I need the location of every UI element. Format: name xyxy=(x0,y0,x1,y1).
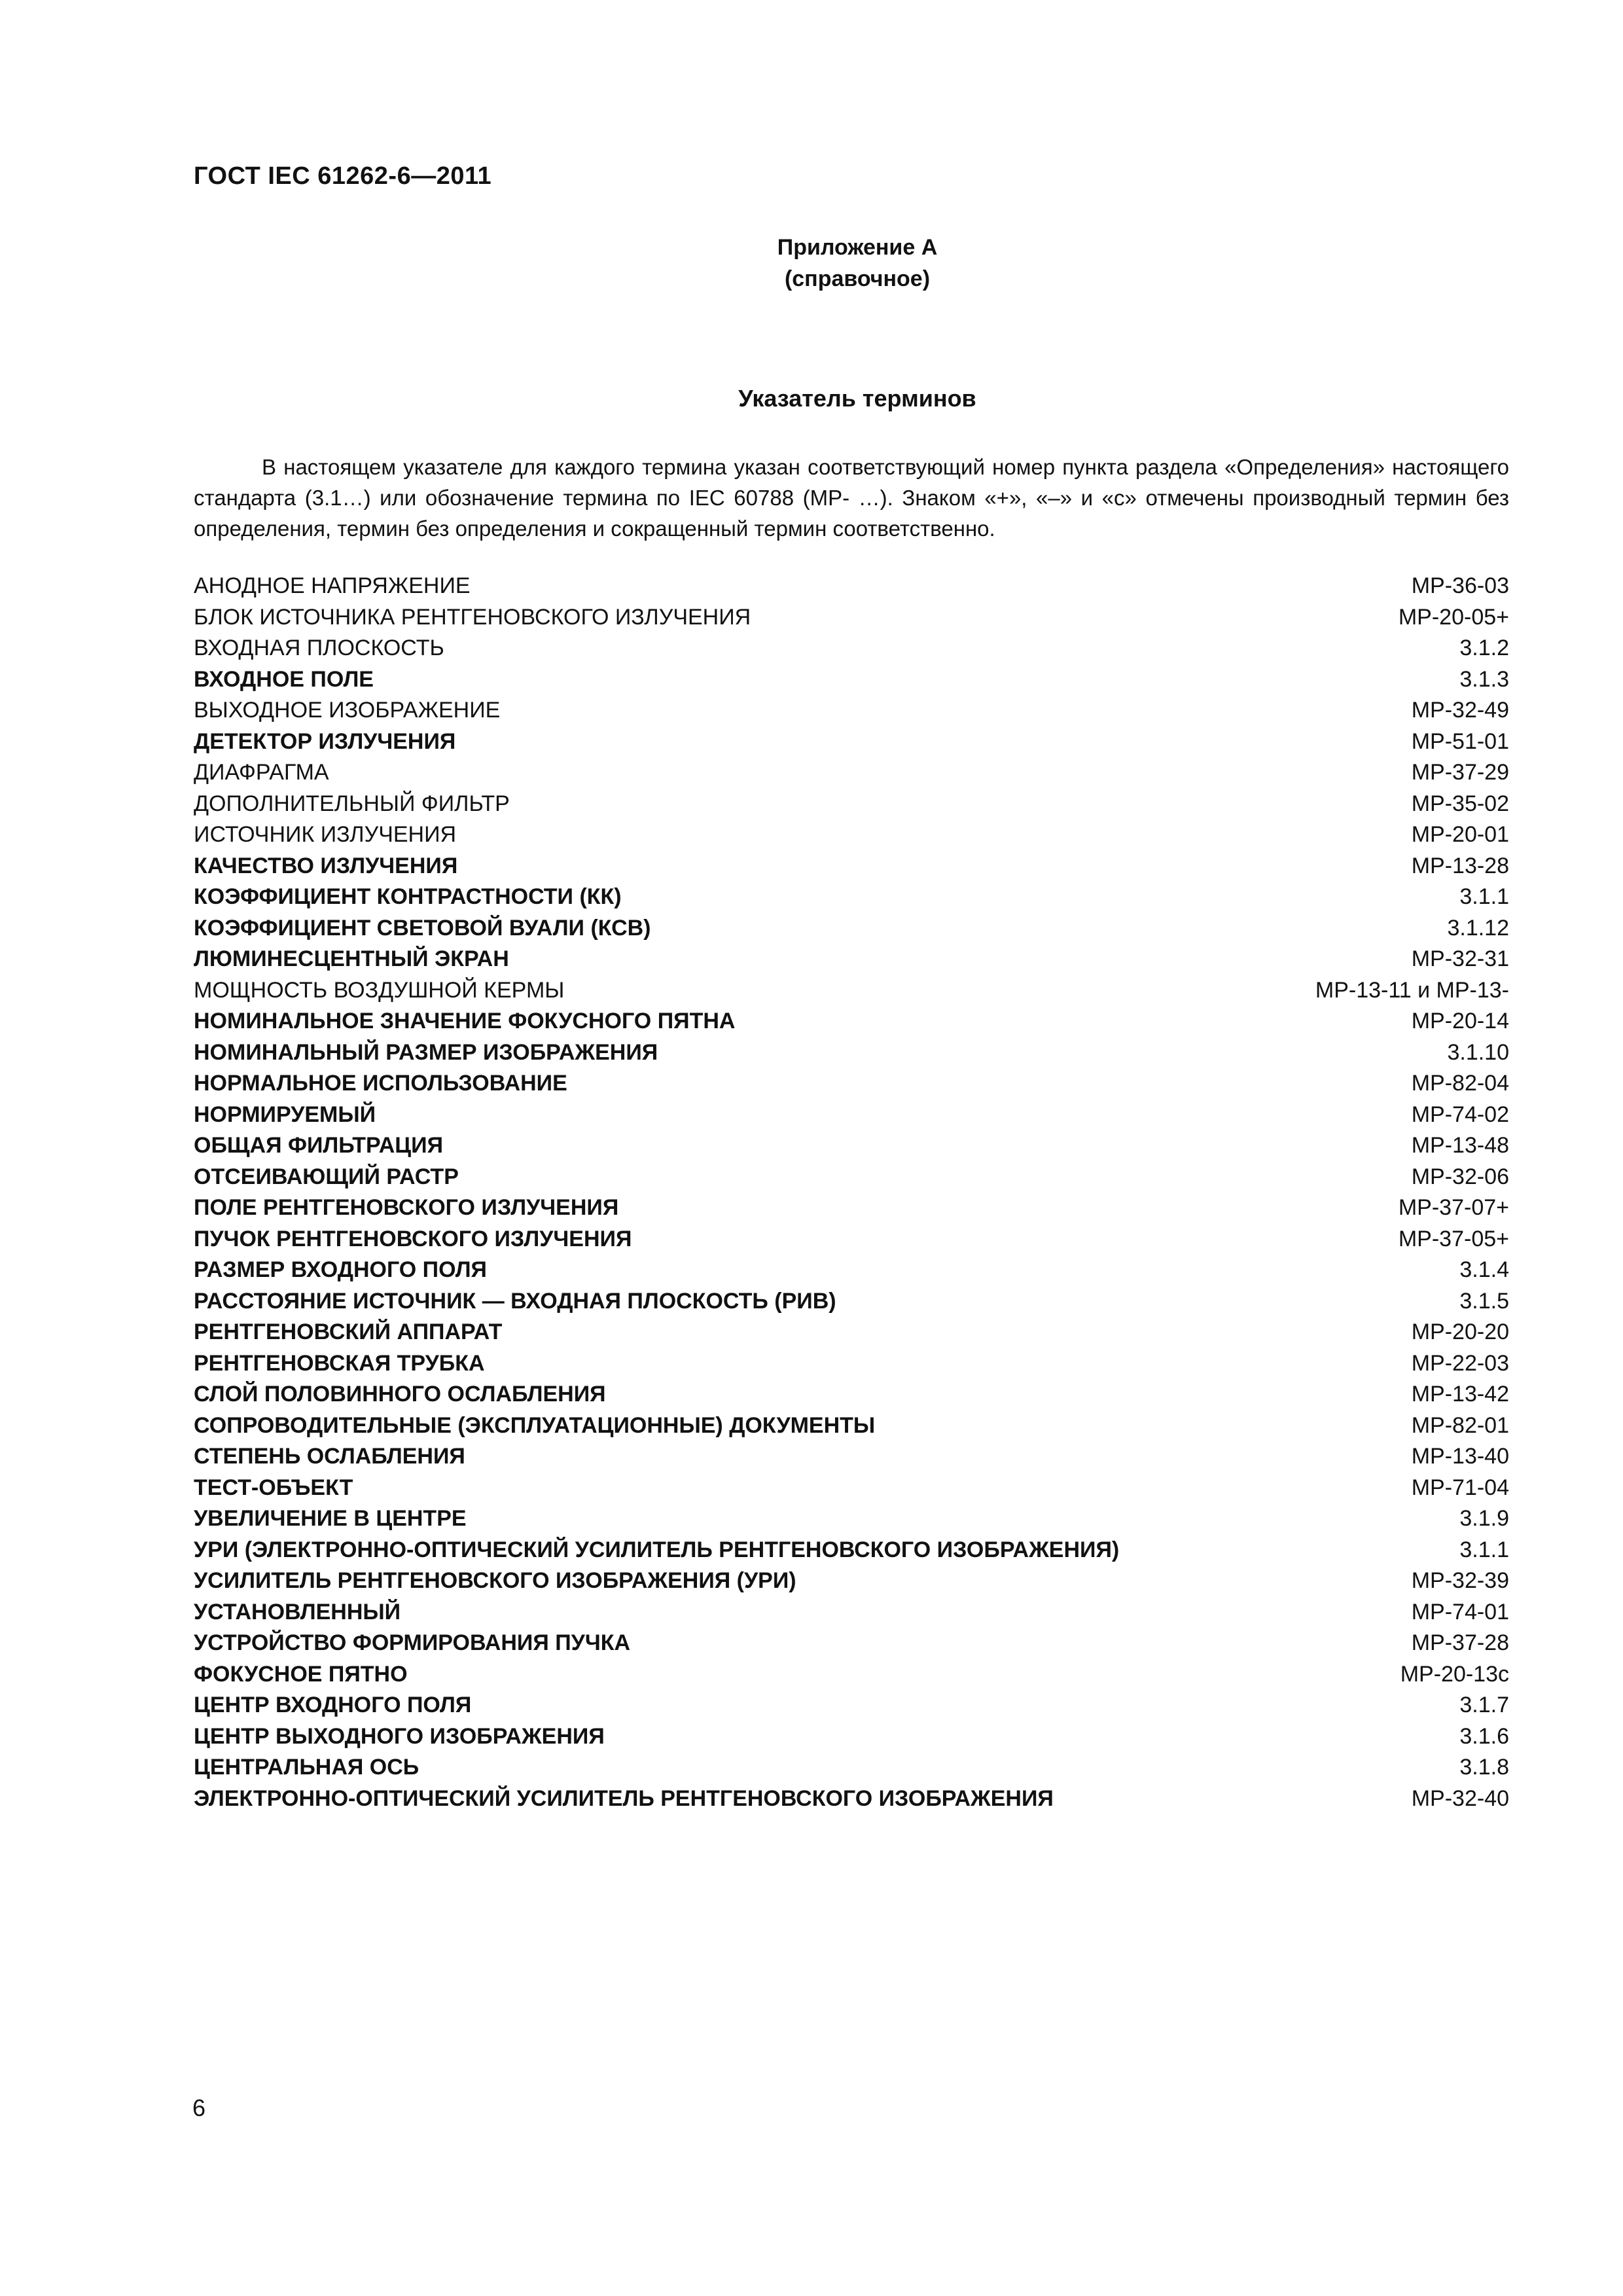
term-reference: 3.1.2 xyxy=(1459,636,1509,660)
term-name: ЦЕНТР ВХОДНОГО ПОЛЯ xyxy=(194,1693,472,1717)
term-name: АНОДНОЕ НАПРЯЖЕНИЕ xyxy=(194,573,471,598)
term-name: МОЩНОСТЬ ВОЗДУШНОЙ КЕРМЫ xyxy=(194,977,565,1003)
term-row xyxy=(194,1162,1509,1193)
term-row xyxy=(194,1784,1509,1815)
term-row xyxy=(194,1721,1509,1753)
term-name: ТЕСТ-ОБЪЕКТ xyxy=(194,1475,353,1500)
index-title: Указатель терминов xyxy=(738,385,976,412)
term-reference: МР-36-03 xyxy=(1411,573,1509,598)
term-row xyxy=(194,1473,1509,1504)
term-reference: 3.1.8 xyxy=(1459,1755,1509,1780)
term-name: ДОПОЛНИТЕЛЬНЫЙ ФИЛЬТР xyxy=(194,791,510,816)
term-reference: МР-22-03 xyxy=(1411,1350,1509,1376)
term-row xyxy=(194,695,1509,726)
term-reference: МР-20-20 xyxy=(1411,1319,1509,1344)
term-reference: МР-37-05+ xyxy=(1398,1226,1509,1251)
term-row xyxy=(194,1348,1509,1380)
term-reference: МР-20-01 xyxy=(1411,822,1509,847)
term-name: ЦЕНТРАЛЬНАЯ ОСЬ xyxy=(194,1755,419,1780)
term-reference: МР-13-48 xyxy=(1411,1133,1509,1158)
term-row xyxy=(194,819,1509,851)
term-name: УСТРОЙСТВО ФОРМИРОВАНИЯ ПУЧКА xyxy=(194,1630,631,1655)
term-name: ВХОДНАЯ ПЛОСКОСТЬ xyxy=(194,636,444,660)
term-row xyxy=(194,1286,1509,1318)
term-name: ПУЧОК РЕНТГЕНОВСКОГО ИЗЛУЧЕНИЯ xyxy=(194,1226,632,1251)
term-row xyxy=(194,1255,1509,1286)
term-reference: МР-37-07+ xyxy=(1398,1195,1509,1220)
term-name: ДЕТЕКТОР ИЗЛУЧЕНИЯ xyxy=(194,728,456,754)
term-name: ФОКУСНОЕ ПЯТНО xyxy=(194,1661,408,1687)
term-name: КАЧЕСТВО ИЗЛУЧЕНИЯ xyxy=(194,853,458,878)
intro-paragraph: В настоящем указателе для каждого термина указан соответствующий номер пункта раздела «Определения» настоящего стандарта (3.1…) или обозначение термина по IEC 60788 (МР- …). Знаком «+», «–» и «с» отмечены производный термин без определения, термин без определения и сокращенный термин соответственно. xyxy=(194,455,1509,541)
term-name: НОМИНАЛЬНОЕ ЗНАЧЕНИЕ ФОКУСНОГО ПЯТНА xyxy=(194,1009,736,1033)
term-row xyxy=(194,1193,1509,1224)
term-name: ВЫХОДНОЕ ИЗОБРАЖЕНИЕ xyxy=(194,698,501,723)
term-name: КОЭФФИЦИЕНТ КОНТРАСТНОСТИ (КК) xyxy=(194,884,622,909)
term-row xyxy=(194,851,1509,882)
term-reference: МР-32-49 xyxy=(1411,698,1509,723)
term-reference: 3.1.12 xyxy=(1447,915,1509,941)
term-reference: МР-13-11 и МР-13- xyxy=(1315,977,1509,1003)
term-reference: 3.1.3 xyxy=(1459,666,1509,692)
term-name: СОПРОВОДИТЕЛЬНЫЕ (ЭКСПЛУАТАЦИОННЫЕ) ДОКУМЕНТЫ xyxy=(194,1412,876,1438)
term-name: ЦЕНТР ВЫХОДНОГО ИЗОБРАЖЕНИЯ xyxy=(194,1723,605,1749)
terms-index-list xyxy=(194,571,1509,1814)
term-reference: 3.1.10 xyxy=(1447,1039,1509,1065)
term-row xyxy=(194,1628,1509,1659)
term-row xyxy=(194,602,1509,634)
term-name: УВЕЛИЧЕНИЕ В ЦЕНТРЕ xyxy=(194,1506,467,1531)
term-row xyxy=(194,1535,1509,1566)
term-name: ДИАФРАГМА xyxy=(194,760,329,785)
term-row xyxy=(194,975,1509,1007)
term-reference: МР-32-06 xyxy=(1411,1164,1509,1189)
term-reference: МР-74-02 xyxy=(1411,1102,1509,1127)
term-reference: 3.1.1 xyxy=(1459,1537,1509,1562)
term-name: КОЭФФИЦИЕНТ СВЕТОВОЙ ВУАЛИ (КСВ) xyxy=(194,915,651,941)
term-reference: 3.1.5 xyxy=(1459,1288,1509,1314)
term-row xyxy=(194,1659,1509,1691)
term-row xyxy=(194,664,1509,696)
term-name: РЕНТГЕНОВСКАЯ ТРУБКА xyxy=(194,1350,485,1376)
term-reference: МР-20-05+ xyxy=(1398,604,1509,630)
term-row xyxy=(194,1130,1509,1162)
term-name: ВХОДНОЕ ПОЛЕ xyxy=(194,666,374,692)
term-row xyxy=(194,944,1509,975)
term-reference: МР-74-01 xyxy=(1411,1599,1509,1624)
term-name: РАССТОЯНИЕ ИСТОЧНИК — ВХОДНАЯ ПЛОСКОСТЬ (РИВ) xyxy=(194,1288,836,1314)
term-name: РЕНТГЕНОВСКИЙ АППАРАТ xyxy=(194,1319,503,1344)
term-row xyxy=(194,1317,1509,1348)
term-name: УСИЛИТЕЛЬ РЕНТГЕНОВСКОГО ИЗОБРАЖЕНИЯ (УРИ) xyxy=(194,1568,796,1593)
term-row xyxy=(194,633,1509,664)
term-name: ИСТОЧНИК ИЗЛУЧЕНИЯ xyxy=(194,822,457,847)
term-row xyxy=(194,571,1509,602)
term-name: ОБЩАЯ ФИЛЬТРАЦИЯ xyxy=(194,1133,444,1158)
term-reference: МР-37-28 xyxy=(1411,1630,1509,1655)
term-reference: 3.1.4 xyxy=(1459,1257,1509,1282)
standard-header: ГОСТ IEC 61262-6—2011 xyxy=(194,162,492,190)
term-row xyxy=(194,882,1509,913)
term-row xyxy=(194,1441,1509,1473)
term-name: ПОЛЕ РЕНТГЕНОВСКОГО ИЗЛУЧЕНИЯ xyxy=(194,1195,619,1220)
term-row xyxy=(194,789,1509,820)
term-row xyxy=(194,1410,1509,1442)
term-reference: МР-32-31 xyxy=(1411,946,1509,971)
term-row xyxy=(194,1037,1509,1069)
term-row xyxy=(194,1379,1509,1410)
term-reference: 3.1.9 xyxy=(1459,1506,1509,1531)
term-name: БЛОК ИСТОЧНИКА РЕНТГЕНОВСКОГО ИЗЛУЧЕНИЯ xyxy=(194,604,751,630)
term-reference: МР-32-39 xyxy=(1411,1568,1509,1593)
term-reference: МР-82-04 xyxy=(1411,1071,1509,1096)
term-row xyxy=(194,913,1509,944)
term-row xyxy=(194,1100,1509,1131)
term-row xyxy=(194,1006,1509,1037)
term-reference: МР-35-02 xyxy=(1411,791,1509,816)
term-reference: МР-71-04 xyxy=(1411,1475,1509,1500)
term-row xyxy=(194,1690,1509,1721)
term-row xyxy=(194,1503,1509,1535)
term-row xyxy=(194,1752,1509,1784)
term-name: ЛЮМИНЕСЦЕНТНЫЙ ЭКРАН xyxy=(194,946,509,971)
term-row xyxy=(194,1597,1509,1628)
term-reference: МР-20-13с xyxy=(1400,1661,1509,1687)
term-reference: МР-13-42 xyxy=(1411,1382,1509,1407)
term-name: ОТСЕИВАЮЩИЙ РАСТР xyxy=(194,1164,459,1189)
term-name: СТЕПЕНЬ ОСЛАБЛЕНИЯ xyxy=(194,1444,465,1469)
term-name: РАЗМЕР ВХОДНОГО ПОЛЯ xyxy=(194,1257,487,1282)
term-reference: МР-13-40 xyxy=(1411,1444,1509,1469)
term-reference: 3.1.1 xyxy=(1459,884,1509,909)
term-row xyxy=(194,1566,1509,1597)
term-row xyxy=(194,1224,1509,1255)
term-reference: 3.1.7 xyxy=(1459,1693,1509,1717)
term-name: УРИ (ЭЛЕКТРОННО-ОПТИЧЕСКИЙ УСИЛИТЕЛЬ РЕНТГЕНОВСКОГО ИЗОБРАЖЕНИЯ) xyxy=(194,1537,1120,1562)
term-row xyxy=(194,757,1509,789)
term-reference: МР-51-01 xyxy=(1411,728,1509,754)
annex-title: Приложение А xyxy=(777,235,938,260)
term-reference: 3.1.6 xyxy=(1459,1723,1509,1749)
term-name: ЭЛЕКТРОННО-ОПТИЧЕСКИЙ УСИЛИТЕЛЬ РЕНТГЕНОВСКОГО ИЗОБРАЖЕНИЯ xyxy=(194,1785,1054,1811)
term-reference: МР-13-28 xyxy=(1411,853,1509,878)
term-name: НОРМАЛЬНОЕ ИСПОЛЬЗОВАНИЕ xyxy=(194,1071,567,1096)
page-number: 6 xyxy=(192,2094,206,2121)
term-row xyxy=(194,726,1509,758)
term-name: СЛОЙ ПОЛОВИННОГО ОСЛАБЛЕНИЯ xyxy=(194,1382,606,1407)
term-reference: МР-37-29 xyxy=(1411,760,1509,785)
term-reference: МР-20-14 xyxy=(1411,1009,1509,1033)
term-name: НОРМИРУЕМЫЙ xyxy=(194,1102,376,1127)
term-name: УСТАНОВЛЕННЫЙ xyxy=(194,1599,401,1624)
term-name: НОМИНАЛЬНЫЙ РАЗМЕР ИЗОБРАЖЕНИЯ xyxy=(194,1039,658,1065)
term-reference: МР-32-40 xyxy=(1411,1785,1509,1811)
annex-type: (справочное) xyxy=(784,266,931,291)
term-reference: МР-82-01 xyxy=(1411,1412,1509,1438)
term-row xyxy=(194,1068,1509,1100)
